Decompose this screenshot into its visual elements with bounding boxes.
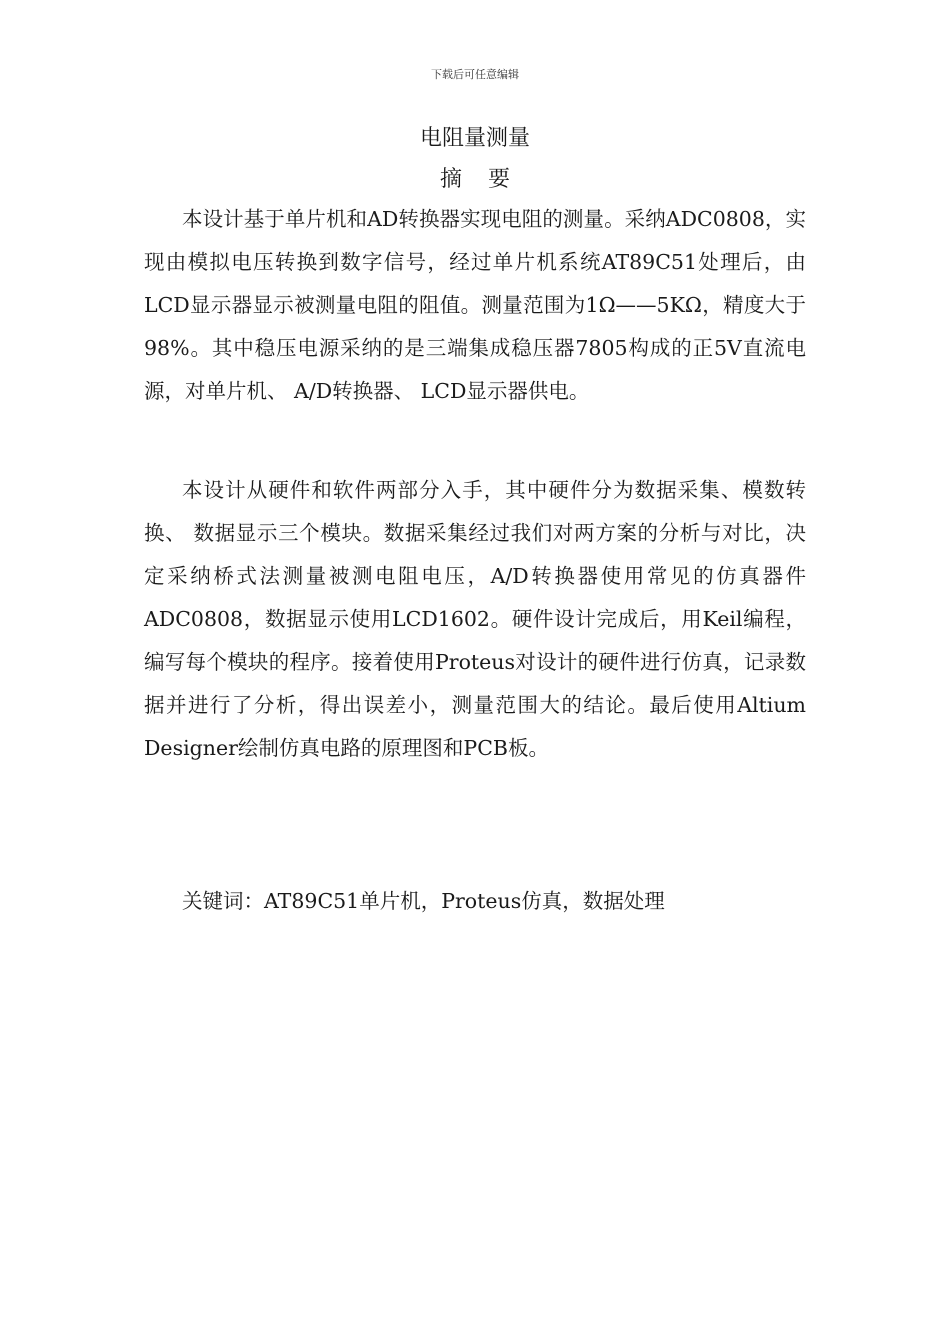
document-title: 电阻量测量 <box>419 126 530 151</box>
paragraph-text: 本设计从硬件和软件两部分入手，其中硬件分为数据采集、模数转换、 数据显示三个模块。数据采集经过我们对两方案的分析与对比，决定采纳桥式法测量被测电阻电压，A/D转换器使用常见的仿真器件ADC0808，数据显示使用LCD1602。硬件设计完成后，用Keil编程，编写每个模块的程序。接着使用Proteus对设计的硬件进行仿真，记录数据并进行了分析，得出误差小，测量范围大的结论。最后使用Altium Designer绘制仿真电路的原理图和PCB板。 <box>144 478 806 760</box>
abstract-heading-char-1: 摘 <box>439 167 462 192</box>
keywords-line: 关键词：AT89C51单片机，Proteus仿真，数据处理 <box>182 889 665 913</box>
abstract-paragraph-1 <box>144 198 806 413</box>
paragraph-text: 本设计基于单片机和AD转换器实现电阻的测量。采纳ADC0808，实现由模拟电压转换到数字信号，经过单片机系统AT89C51处理后，由LCD显示器显示被测量电阻的阻值。测量范围为1Ω——5KΩ，精度大于98%。其中稳压电源采纳的是三端集成稳压器7805构成的正5V直流电源，对单片机、 A/D转换器、 LCD显示器供电。 <box>144 207 806 403</box>
abstract-paragraph-2 <box>144 469 806 770</box>
header-note: 下载后可任意编辑 <box>431 68 519 81</box>
abstract-heading <box>0 165 950 195</box>
abstract-heading-char-2: 要 <box>488 167 511 192</box>
